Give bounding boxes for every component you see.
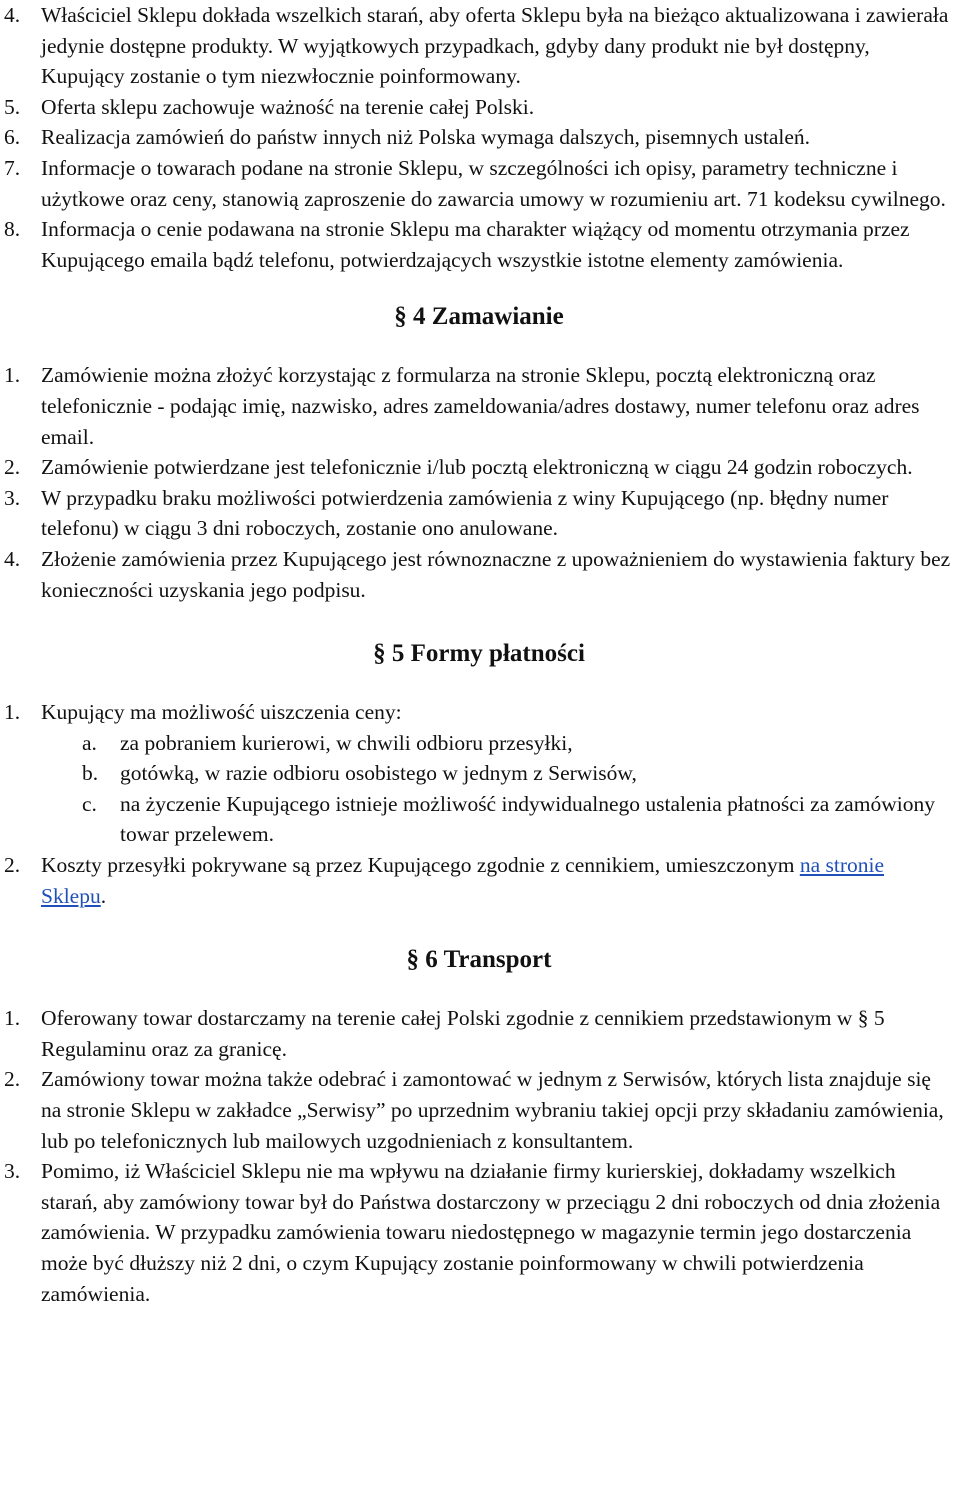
item-number: 2.: [4, 1067, 21, 1092]
sub-list-item: [4, 758, 954, 789]
section-heading-text: § 5 Formy płatności: [373, 640, 585, 668]
item-number: 3.: [4, 485, 21, 510]
list-item: [4, 153, 954, 214]
list-item: [4, 0, 954, 92]
item-number: 8.: [4, 217, 21, 242]
item-number: 7.: [4, 155, 21, 180]
item-text: Właściciel Sklepu dokłada wszelkich starań, aby oferta Sklepu była na bieżąco aktualizowana i zawierała jedynie dostępne produkty. W wyjątkowych przypadkach, gdyby dany produkt nie był dostępny, Kupujący zostanie o tym niezwłocznie poinformowany.: [41, 3, 949, 89]
sub-list-item: [4, 728, 954, 759]
section-6-list: [4, 1003, 954, 1309]
item-number: 3.: [4, 1159, 21, 1184]
sub-item-text: za pobraniem kurierowi, w chwili odbioru przesyłki,: [120, 730, 573, 755]
item-text: Zamówienie można złożyć korzystając z formularza na stronie Sklepu, pocztą elektroniczną oraz telefonicznie - podając imię, nazwisko, adres zameldowania/adres dostawy, numer telefonu oraz adres email.: [41, 363, 920, 449]
sub-item-text: gotówką, w razie odbioru osobistego w jednym z Serwisów,: [120, 761, 637, 786]
section-heading-text: § 6 Transport: [406, 946, 552, 974]
item-number: 6.: [4, 125, 21, 150]
item-text: Oferta sklepu zachowuje ważność na terenie całej Polski.: [41, 94, 535, 119]
section-heading-4: [4, 301, 954, 333]
item-text: Zamówiony towar można także odebrać i zamontować w jednym z Serwisów, których lista znajduje się na stronie Sklepu w zakładce „Serwisy” po uprzednim wybraniu takiej opcji przy składaniu zamówienia, lub po telefonicznych lub mailowych uzgodnieniach z konsultantem.: [41, 1067, 944, 1153]
item-number: 2.: [4, 455, 21, 480]
item-text: Zamówienie potwierdzane jest telefonicznie i/lub pocztą elektroniczną w ciągu 24 godzin roboczych.: [41, 455, 913, 480]
section-3-continued: [4, 0, 954, 275]
list-item: [4, 360, 954, 452]
shop-page-link[interactable]: na stronie Sklepu: [41, 853, 884, 908]
list-item: [4, 122, 954, 153]
section-heading-6: [4, 944, 954, 976]
item-text: Informacja o cenie podawana na stronie Sklepu ma charakter wiążący od momentu otrzymania przez Kupującego emaila bądź telefonu, potwierdzających wszystkie istotne elementy zamówienia.: [41, 217, 910, 272]
item-text: W przypadku braku możliwości potwierdzenia zamówienia z winy Kupującego (np. błędny numer telefonu) w ciągu 3 dni roboczych, zostanie ono anulowane.: [41, 485, 889, 541]
list-item: [4, 850, 954, 911]
item-number: 4.: [4, 3, 21, 27]
item-number: 1.: [4, 363, 21, 388]
item-text: Pomimo, iż Właściciel Sklepu nie ma wpływu na działanie firmy kurierskiej, dokładamy wszelkich starań, aby zamówiony towar był do Państwa dostarczony w przeciągu 2 dni roboczych od dnia złożenia zamówienia. W przypadku zamówienia towaru niedostępnego w magazynie termin jego dostarczenia może być dłuższy niż 2 dni, o czym Kupujący zostanie poinformowany w chwili potwierdzenia zamówienia.: [41, 1159, 941, 1306]
section-heading-5: [4, 638, 954, 670]
item-number: 1.: [4, 1006, 21, 1031]
item-number: 2.: [4, 853, 21, 878]
item-number: 5.: [4, 94, 21, 119]
list-item: [4, 1156, 954, 1309]
list-item: [4, 483, 954, 544]
item-text: Kupujący ma możliwość uiszczenia ceny:: [41, 700, 402, 725]
item-text: Oferowany towar dostarczamy na terenie całej Polski zgodnie z cennikiem przedstawionym w § 5 Regulaminu oraz za granicę.: [41, 1006, 885, 1061]
sub-item-letter: c.: [82, 791, 97, 816]
list-item: [4, 544, 954, 605]
list-item: [4, 697, 954, 728]
item-text-after-link: .: [100, 883, 107, 908]
section-5-list: [4, 697, 954, 911]
list-item: [4, 92, 954, 123]
item-text-before-link: Koszty przesyłki pokrywane są przez Kupującego zgodnie z cennikiem, umieszczonym: [41, 853, 800, 878]
list-item: [4, 214, 954, 275]
sub-item-letter: b.: [82, 761, 99, 786]
sub-item-text: na życzenie Kupującego istnieje możliwość indywidualnego ustalenia płatności za zamówiony towar przelewem.: [120, 791, 935, 847]
section-4-list: [4, 360, 954, 605]
list-item: [4, 452, 954, 483]
item-text: Realizacja zamówień do państw innych niż Polska wymaga dalszych, pisemnych ustaleń.: [41, 125, 811, 150]
item-text: Złożenie zamówienia przez Kupującego jest równoznaczne z upoważnieniem do wystawienia faktury bez konieczności uzyskania jego podpisu.: [41, 546, 951, 602]
list-item: [4, 1064, 954, 1156]
sub-list-item: [4, 789, 954, 850]
sub-item-letter: a.: [82, 730, 97, 755]
section-heading-text: § 4 Zamawianie: [394, 303, 564, 331]
item-number: 4.: [4, 546, 21, 571]
item-text: Informacje o towarach podane na stronie Sklepu, w szczególności ich opisy, parametry techniczne i użytkowe oraz ceny, stanowią zaproszenie do zawarcia umowy w rozumieniu art. 71 kodeksu cywilnego.: [41, 155, 946, 211]
list-item: [4, 1003, 954, 1064]
item-number: 1.: [4, 700, 21, 725]
